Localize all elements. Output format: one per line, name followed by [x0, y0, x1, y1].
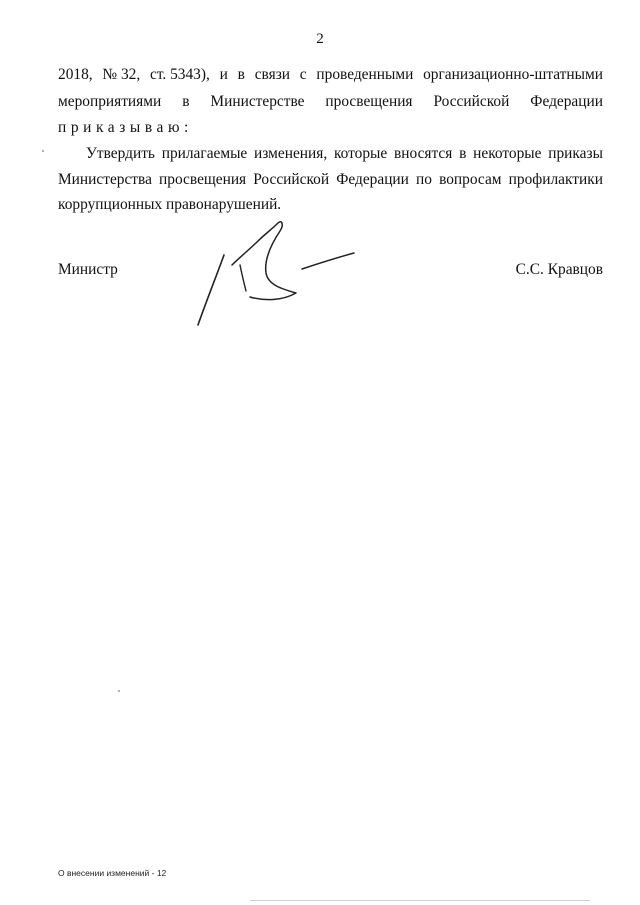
body-word: просвещения [325, 93, 413, 110]
paragraph-line-1 [86, 144, 603, 164]
body-word: Министерстве [210, 93, 305, 110]
scan-artifact [118, 690, 120, 692]
body-word: профилактики [508, 171, 603, 188]
body-word: проведенными [316, 66, 414, 83]
body-word: по [416, 171, 432, 188]
body-word: приказы [548, 145, 603, 162]
body-word: прилагаемые [161, 145, 248, 162]
body-word: ст. 5343), [149, 66, 210, 83]
body-word: в [459, 145, 467, 162]
body-word: в [237, 66, 245, 83]
body-word: Российской [433, 93, 510, 110]
body-word: Утвердить [86, 145, 155, 162]
signature-stroke-main [198, 255, 224, 325]
body-word: вопросам [439, 171, 502, 188]
body-word: вносятся [394, 145, 453, 162]
order-word: приказываю: [58, 119, 193, 136]
body-word: № 32, [102, 66, 141, 83]
body-word: некоторые [473, 145, 542, 162]
scan-edge [250, 900, 590, 901]
body-word: в [182, 93, 190, 110]
handwritten-signature [192, 217, 362, 329]
minister-name: С.С. Кравцов [515, 261, 603, 278]
body-word: и [219, 66, 228, 83]
signature-stroke-loop [232, 222, 296, 300]
body-word: Федерации [336, 171, 409, 188]
signature-stroke-short [240, 265, 246, 291]
body-word: мероприятиями [58, 93, 162, 110]
body-word: организационно-штатными [423, 66, 603, 83]
body-line-1 [58, 65, 603, 85]
minister-title: Министр [58, 261, 118, 278]
scan-artifact [42, 150, 44, 152]
body-word: связи [254, 66, 291, 83]
footer-note: О внесении изменений - 12 [58, 868, 167, 878]
paragraph-line-2 [58, 170, 603, 190]
body-word: просвещения [159, 171, 247, 188]
paragraph-line-3: коррупционных правонарушений. [58, 196, 282, 213]
body-word: Российской [253, 171, 330, 188]
page-number: 2 [316, 31, 324, 47]
body-line-2 [58, 92, 603, 112]
signature-stroke-tail [302, 253, 354, 269]
body-word: 2018, [58, 66, 93, 83]
body-word: которые [333, 145, 388, 162]
body-word: Министерства [58, 171, 152, 188]
body-word: Федерации [530, 93, 603, 110]
body-word: с [299, 66, 307, 83]
body-word: изменения, [254, 145, 328, 162]
